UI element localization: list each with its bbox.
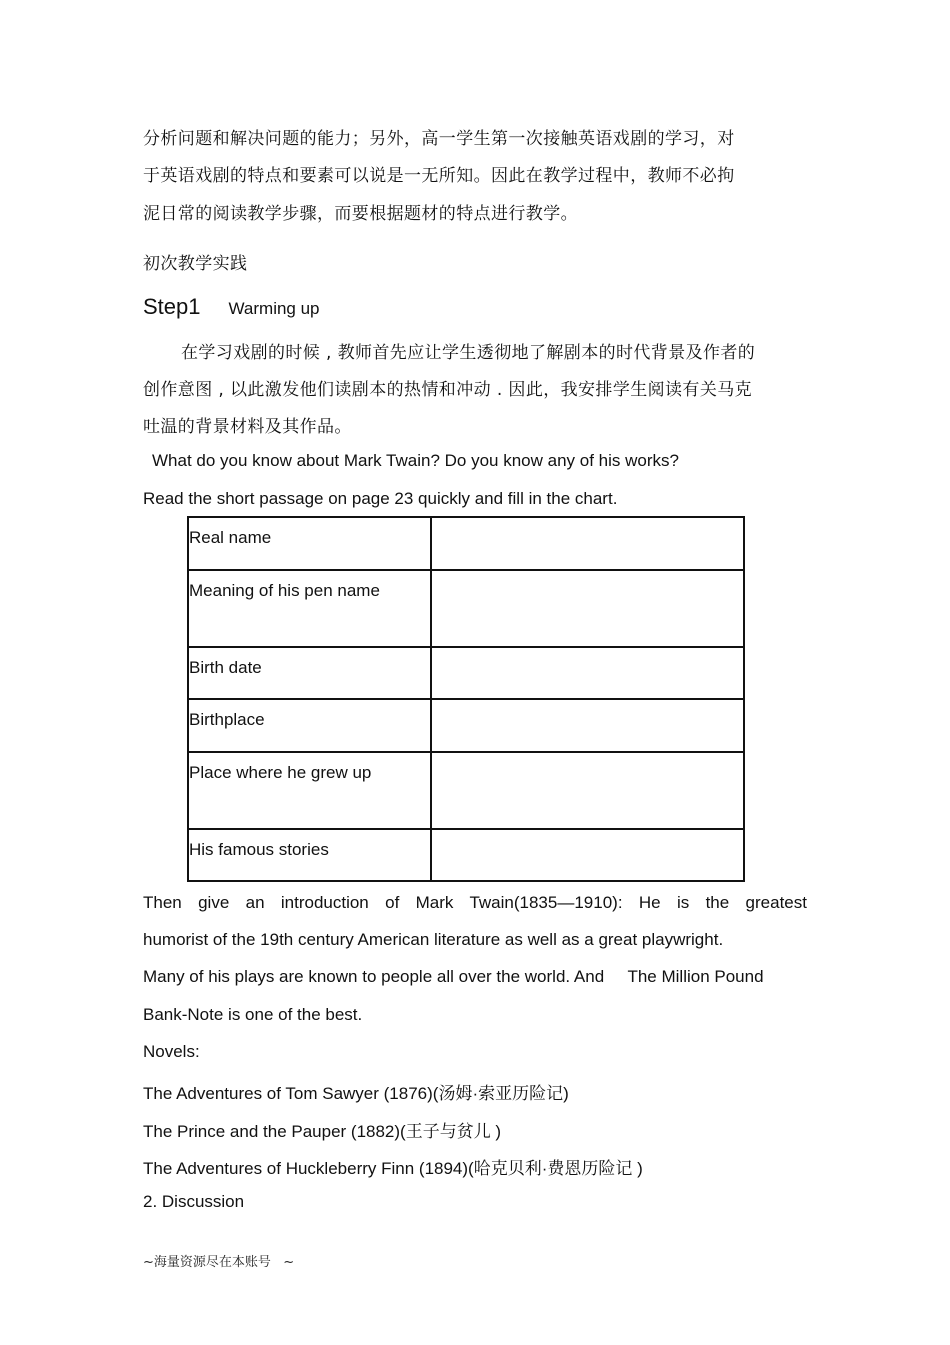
chart-row xyxy=(188,570,744,647)
intro-line: 于英语戏剧的特点和要素可以说是一无所知。因此在教学过程中，教师不必拘 xyxy=(143,166,735,186)
novel-item: The Adventures of Huckleberry Finn (1894)(哈克贝利·费恩历险记 ) xyxy=(143,1159,643,1178)
chart-label: Birthplace xyxy=(188,699,431,752)
chart-label: Meaning of his pen name xyxy=(188,570,431,647)
discussion-heading: 2. Discussion xyxy=(143,1192,245,1211)
introduction-line: Then give an introduction of Mark Twain(1835—1910): He is the greatest xyxy=(143,893,807,912)
chart-row xyxy=(188,699,744,752)
footer: ~海量资源尽在本账号 ~ xyxy=(143,1255,295,1270)
introduction-line: Bank-Note is one of the best. xyxy=(143,1005,363,1024)
intro-line: 泥日常的阅读教学步骤，而要根据题材的特点进行教学。 xyxy=(143,204,578,224)
introduction-line: humorist of the 19th century American literature as well as a great playwright. xyxy=(143,930,724,949)
info-chart xyxy=(187,516,745,882)
novel-item: The Prince and the Pauper (1882)(王子与贫儿 ) xyxy=(143,1122,502,1141)
chart-row xyxy=(188,647,744,699)
chart-row xyxy=(188,517,744,570)
chart-label: His famous stories xyxy=(188,829,431,881)
intro-line: 分析问题和解决问题的能力；另外，高一学生第一次接触英语戏剧的学习，对 xyxy=(143,129,735,149)
step-paragraph-line: 在学习戏剧的时候 , 教师首先应让学生透彻地了解剧本的时代背景及作者的 xyxy=(181,343,756,363)
step-title: Warming up xyxy=(228,299,320,318)
step-paragraph-line: 创作意图 , 以此激发他们读剧本的热情和冲动 . 因此，我安排学生阅读有关马克 xyxy=(143,380,753,400)
step-label: Step1 xyxy=(143,294,201,319)
novels-heading: Novels: xyxy=(143,1042,200,1061)
introduction-line: Many of his plays are known to people all over the world. And The Million Pound xyxy=(143,967,764,986)
chart-label: Birth date xyxy=(188,647,431,699)
step-heading xyxy=(143,294,320,320)
chart-value[interactable] xyxy=(431,752,744,829)
instruction: Read the short passage on page 23 quickly and fill in the chart. xyxy=(143,489,618,508)
chart-value[interactable] xyxy=(431,647,744,699)
chart-value[interactable] xyxy=(431,829,744,881)
chart-row xyxy=(188,829,744,881)
chart-value[interactable] xyxy=(431,517,744,570)
chart-value[interactable] xyxy=(431,570,744,647)
questions: What do you know about Mark Twain? Do you know any of his works? xyxy=(152,451,679,470)
chart-row xyxy=(188,752,744,829)
chart-value[interactable] xyxy=(431,699,744,752)
step-paragraph-line: 吐温的背景材料及其作品。 xyxy=(143,417,352,437)
section-title: 初次教学实践 xyxy=(143,254,248,274)
chart-label: Real name xyxy=(188,517,431,570)
chart-label: Place where he grew up xyxy=(188,752,431,829)
novel-item: The Adventures of Tom Sawyer (1876)(汤姆·索亚历险记) xyxy=(143,1084,569,1103)
